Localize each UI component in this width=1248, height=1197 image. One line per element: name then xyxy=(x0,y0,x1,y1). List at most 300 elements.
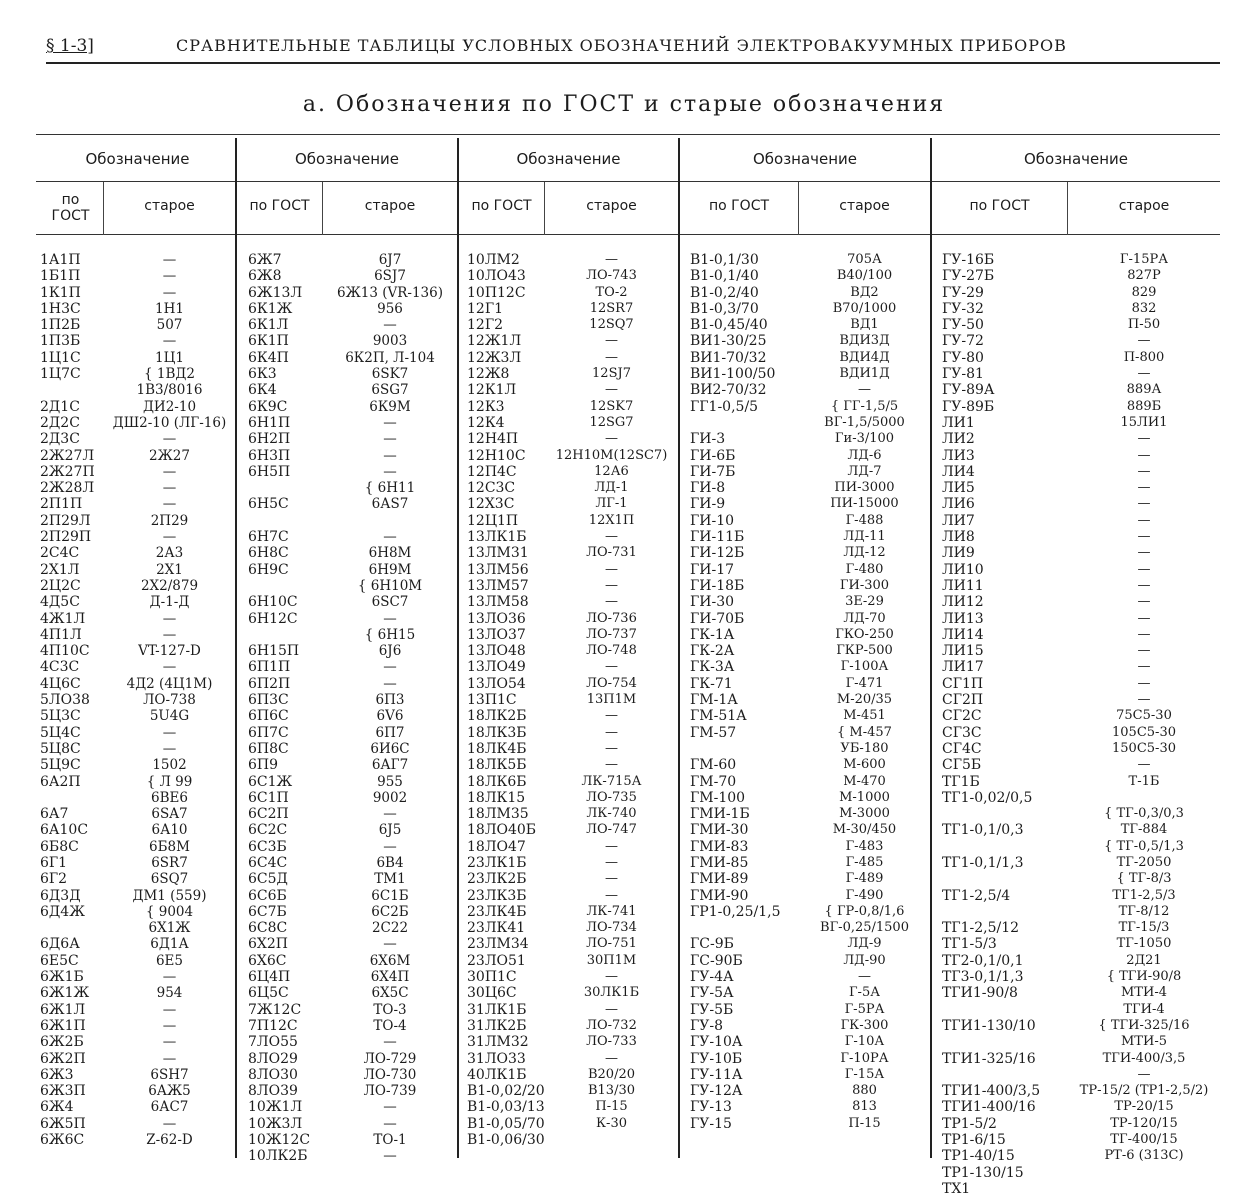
old-designation: 13П1М xyxy=(586,692,637,708)
gost-designation: 4Ж1Л xyxy=(40,610,86,627)
old-designation: П-15 xyxy=(595,1099,628,1115)
old-designation: — xyxy=(383,447,397,464)
old-designation: Z-62-D xyxy=(146,1132,193,1149)
old-designation: 6V6 xyxy=(376,708,404,725)
gost-designation: В1-0,03/13 xyxy=(467,1099,545,1116)
old-designation: М-470 xyxy=(843,773,886,789)
gost-designation: В1-0,3/70 xyxy=(690,300,759,317)
gost-designation: ТГИ1-90/8 xyxy=(942,985,1018,1002)
old-designation: 2Х1 xyxy=(156,561,183,578)
gost-designation: 6С1Ж xyxy=(248,773,293,790)
gost-designation: 10Ж12С xyxy=(248,1132,311,1149)
gost-designation: СГ3С xyxy=(942,724,982,741)
old-designation: 6SK7 xyxy=(371,366,409,383)
gost-designation: ЛИ14 xyxy=(942,626,984,643)
old-designation: — xyxy=(1137,431,1151,447)
gost-designation: В1-0,05/70 xyxy=(467,1115,545,1132)
gost-designation: 23ЛО51 xyxy=(467,952,526,969)
old-designation: ДШ2-10 (ЛГ-16) xyxy=(112,414,227,431)
old-designation: 827Р xyxy=(1127,268,1161,284)
old-designation: — xyxy=(1137,594,1151,610)
gost-designation: 5Ц4С xyxy=(40,724,81,741)
gost-designation: ГИ-6Б xyxy=(690,447,736,464)
gost-column xyxy=(248,252,322,1165)
old-designation: 30ЛК1Б xyxy=(583,985,640,1001)
old-designation: ДМ1 (559) xyxy=(132,887,207,904)
gost-designation: 18ЛК6Б xyxy=(467,773,527,790)
gost-designation: 2Ж28Л xyxy=(40,480,95,497)
gost-designation: 6К3 xyxy=(248,366,277,383)
old-designation: ЛО-747 xyxy=(586,822,637,838)
old-designation: — xyxy=(383,1034,397,1051)
gost-designation: 6Н2П xyxy=(248,431,291,448)
gost-designation: 23ЛК41 xyxy=(467,920,526,937)
gost-designation: ГМИ-83 xyxy=(690,838,749,855)
old-designation: — xyxy=(383,838,397,855)
old-designation: { 6Н15 xyxy=(364,626,416,643)
gost-designation: 18ЛК4Б xyxy=(467,740,527,757)
gost-designation: 5Ц8С xyxy=(40,740,81,757)
old-designation xyxy=(1068,790,1220,806)
old-designation: ТГ-2050 xyxy=(1116,854,1172,870)
old-designation: 75С5-30 xyxy=(1116,708,1172,724)
old-designation: { Л 99 xyxy=(146,773,193,790)
gost-designation: ТГ1-5/3 xyxy=(942,936,997,953)
old-designation: 829 xyxy=(1131,284,1157,300)
old-designation: ЛД-6 xyxy=(847,447,882,463)
gost-designation: ГР1-0,25/1,5 xyxy=(690,903,781,920)
old-designation: 507 xyxy=(156,317,183,334)
table-top-rule xyxy=(36,134,1220,135)
gost-designation xyxy=(40,790,104,806)
old-designation: 6ВЕ6 xyxy=(151,789,188,806)
gost-designation: 18ЛК15 xyxy=(467,789,526,806)
gost-designation: 23ЛК1Б xyxy=(467,854,527,871)
gost-designation: СГ4С xyxy=(942,740,982,757)
gost-column xyxy=(942,252,1067,1197)
gost-designation: 6Ц5С xyxy=(248,985,289,1002)
gost-designation: 5Ц9С xyxy=(40,757,81,774)
gost-designation: ТГ3-0,1/1,3 xyxy=(942,969,1024,986)
old-designation: 6Н9М xyxy=(368,561,412,578)
old-designation: — xyxy=(383,675,397,692)
gost-designation: 13ЛО36 xyxy=(467,610,526,627)
old-designation: ЛК-740 xyxy=(586,806,637,822)
gost-designation: ГУ-50 xyxy=(942,317,984,334)
old-designation: — xyxy=(1137,1066,1151,1082)
gost-designation: 2Ц2С xyxy=(40,577,81,594)
gost-designation: ГУ-27Б xyxy=(942,268,995,285)
gost-designation: 1П2Б xyxy=(40,317,81,334)
old-designation: — xyxy=(383,317,397,334)
old-designation: { ГР-0,8/1,6 xyxy=(824,903,905,919)
old-designation: ЛО-743 xyxy=(586,268,637,284)
gost-designation: 6К9С xyxy=(248,398,288,415)
old-designation: ЛО-754 xyxy=(586,675,637,691)
page-header xyxy=(46,36,1067,56)
gost-designation: ТГ1-0,02/0,5 xyxy=(942,789,1033,806)
gost-designation xyxy=(248,480,322,496)
gost-designation: ГУ-32 xyxy=(942,300,984,317)
old-designation: { ТГИ-325/16 xyxy=(1098,1017,1190,1033)
gost-designation: 6К1П xyxy=(248,333,289,350)
gost-designation: 6Д4Ж xyxy=(40,903,85,920)
old-designation: ТГ-15/3 xyxy=(1118,920,1170,936)
gost-designation: ГУ-13 xyxy=(690,1099,732,1116)
gost-designation: 18ЛО47 xyxy=(467,838,526,855)
gost-designation: 13ЛО54 xyxy=(467,675,526,692)
gost-designation: 6С7Б xyxy=(248,903,287,920)
gost-designation: 1Ц7С xyxy=(40,366,81,383)
gost-designation: 6П9 xyxy=(248,757,279,774)
gost-designation: 6П6С xyxy=(248,708,289,725)
old-designation: ЛД-9 xyxy=(847,936,882,952)
gost-designation: ЛИ7 xyxy=(942,512,975,529)
old-designation: ГКО-250 xyxy=(835,626,894,642)
old-designation: ТГ-1050 xyxy=(1116,936,1172,952)
gost-designation: 31ЛК2Б xyxy=(467,1017,527,1034)
old-designation: { 6Н11 xyxy=(364,480,416,497)
old-designation: — xyxy=(1137,545,1151,561)
gost-designation: ЛИ2 xyxy=(942,431,975,448)
old-designation: 2С22 xyxy=(371,920,409,937)
gost-designation: ТГ1Б xyxy=(942,773,980,790)
column-header-gost: по ГОСТ xyxy=(51,192,90,224)
gost-designation xyxy=(248,578,322,594)
old-designation: { 1ВД2 xyxy=(144,366,195,383)
gost-designation: В1-0,1/40 xyxy=(690,268,759,285)
old-designation: 9003 xyxy=(372,333,408,350)
old-designation: Г-5РА xyxy=(844,1001,885,1017)
gost-designation: 6А10С xyxy=(40,822,89,839)
gost-designation: ЛИ3 xyxy=(942,447,975,464)
old-designation: — xyxy=(1137,610,1151,626)
gost-designation: 2П1П xyxy=(40,496,83,513)
gost-designation: 30П1С xyxy=(467,969,517,986)
old-designation: В13/30 xyxy=(587,1083,636,1099)
gost-designation: 2П29П xyxy=(40,529,92,546)
gost-designation: 6Г2 xyxy=(40,871,68,888)
gost-designation: 1А1П xyxy=(40,252,81,268)
gost-designation xyxy=(248,627,322,643)
column-header-gost: по ГОСТ xyxy=(708,198,770,214)
old-designation: 6Д1А xyxy=(150,936,189,953)
old-designation: 6J7 xyxy=(378,252,402,268)
page-title: СРАВНИТЕЛЬНЫЕ ТАБЛИЦЫ УСЛОВНЫХ ОБОЗНАЧЕНИЙ ЭЛЕКТРОВАКУУМНЫХ ПРИБОРОВ xyxy=(176,36,1067,55)
old-designation: — xyxy=(605,871,618,887)
column-header-gost: по ГОСТ xyxy=(471,198,532,214)
old-designation: 1В3/8016 xyxy=(136,382,203,399)
old-designation: — xyxy=(162,284,177,301)
old-designation: — xyxy=(605,724,618,740)
old-designation: 6SA7 xyxy=(151,806,188,823)
gost-designation: 1Н3С xyxy=(40,300,81,317)
old-designation: ГИ-300 xyxy=(839,577,890,593)
gost-designation: 2С4С xyxy=(40,545,80,562)
gost-designation: 6Д3Д xyxy=(40,887,81,904)
gost-designation: 12К3 xyxy=(467,398,505,415)
column-header-old: старое xyxy=(1118,198,1170,214)
old-designation: ЛО-751 xyxy=(586,936,637,952)
gost-designation: 6Ж7 xyxy=(248,252,282,268)
gost-designation: 12Ж3Л xyxy=(467,349,522,366)
gost-designation: 10ЛК2Б xyxy=(248,1148,308,1165)
old-designation: — xyxy=(162,1017,177,1034)
old-designation: — xyxy=(605,659,618,675)
old-designation: 15ЛИ1 xyxy=(1120,414,1168,430)
gost-designation: ТГ1-0,1/1,3 xyxy=(942,854,1024,871)
old-designation: ВДИ1Д xyxy=(839,366,890,382)
old-designation: 1Ц1 xyxy=(155,349,184,366)
old-designation: — xyxy=(162,252,177,268)
old-designation: ТО-3 xyxy=(373,1001,407,1018)
gost-designation: 6П7С xyxy=(248,724,289,741)
gost-designation: 23ЛК4Б xyxy=(467,903,527,920)
old-designation: 6С2Б xyxy=(371,903,409,920)
gost-designation: ЛИ4 xyxy=(942,463,975,480)
old-designation: — xyxy=(383,463,397,480)
old-designation: В20/20 xyxy=(587,1066,636,1082)
gost-designation: 6Г1 xyxy=(40,854,68,871)
old-designation: Г-489 xyxy=(845,871,884,887)
gost-designation: 18ЛК2Б xyxy=(467,708,527,725)
old-designation: — xyxy=(1137,512,1151,528)
old-designation: — xyxy=(1137,675,1151,691)
gost-designation: 2Ж27П xyxy=(40,463,95,480)
old-column xyxy=(323,252,457,1165)
old-designation: РТ-6 (313С) xyxy=(1104,1148,1184,1164)
gost-designation: ЛИ5 xyxy=(942,480,975,497)
gost-designation: 6П8С xyxy=(248,740,289,757)
gost-designation xyxy=(942,806,1067,822)
gost-designation: В1-0,1/30 xyxy=(690,252,759,268)
gost-designation: 6Ж1Л xyxy=(40,1001,86,1018)
old-designation: 889Б xyxy=(1126,398,1162,414)
gost-designation: 6Н12С xyxy=(248,610,298,627)
gost-designation: 6Ж6С xyxy=(40,1132,85,1149)
gost-designation: ГМ-100 xyxy=(690,789,746,806)
old-designation: — xyxy=(605,854,618,870)
old-designation: Г-15А xyxy=(844,1066,885,1082)
old-designation: 105С5-30 xyxy=(1112,724,1176,740)
gost-designation: В1-0,02/20 xyxy=(467,1083,545,1100)
old-designation: Г-485 xyxy=(845,854,884,870)
gost-designation: ГУ-10Б xyxy=(690,1050,743,1067)
old-designation: Г-488 xyxy=(845,512,884,528)
old-designation: { ТГ-0,3/0,3 xyxy=(1104,806,1184,822)
gost-designation: ГУ-89А xyxy=(942,382,995,399)
gost-designation: 7ЛО55 xyxy=(248,1034,298,1051)
old-designation: — xyxy=(383,431,397,448)
old-designation: — xyxy=(605,594,618,610)
old-designation: — xyxy=(162,529,177,546)
column-group-divider xyxy=(457,138,459,1158)
old-designation: 6Ж13 (VR-136) xyxy=(336,284,443,301)
gost-designation: 12К1Л xyxy=(467,382,517,399)
old-designation: 2Х2/879 xyxy=(140,577,199,594)
old-designation: 12SR7 xyxy=(589,300,634,316)
old-designation: — xyxy=(383,529,397,546)
gost-designation: СГ2П xyxy=(942,692,984,709)
old-designation: — xyxy=(605,708,618,724)
old-designation: 12SG7 xyxy=(589,414,634,430)
old-designation: ЛО-731 xyxy=(586,545,637,561)
old-designation: П-800 xyxy=(1123,349,1165,365)
gost-designation xyxy=(690,741,798,757)
gost-designation: В1-0,45/40 xyxy=(690,317,768,334)
old-designation: ЛО-730 xyxy=(363,1066,417,1083)
old-designation: ТР-15/2 (ТР1-2,5/2) xyxy=(1079,1083,1209,1099)
gost-designation: 6Н7С xyxy=(248,529,289,546)
column-header-gost: по ГОСТ xyxy=(969,198,1030,214)
old-designation: — xyxy=(162,610,177,627)
old-designation: — xyxy=(383,806,397,823)
old-designation: — xyxy=(162,626,177,643)
old-designation: { 6Н10М xyxy=(357,577,423,594)
old-designation: М-451 xyxy=(843,708,886,724)
old-designation: — xyxy=(858,382,871,398)
gost-designation: ГМИ-89 xyxy=(690,871,749,888)
gost-designation: 5ЛО38 xyxy=(40,692,90,709)
old-designation: 6SC7 xyxy=(371,594,409,611)
old-designation: 6П7 xyxy=(375,724,405,741)
old-designation: 2Д21 xyxy=(1126,952,1162,968)
gost-designation: 12Х3С xyxy=(467,496,515,513)
old-designation: — xyxy=(383,1115,397,1132)
old-designation: 6Х6М xyxy=(369,952,411,969)
gost-designation: ТГИ1-130/10 xyxy=(942,1017,1036,1034)
old-designation: — xyxy=(162,431,177,448)
old-designation: 6Х5С xyxy=(371,985,409,1002)
gost-designation: 6Н8С xyxy=(248,545,289,562)
gost-designation: 6Н5П xyxy=(248,463,291,480)
old-designation: Г-15РА xyxy=(1119,252,1169,267)
gost-designation: 6Н5С xyxy=(248,496,289,513)
old-designation: — xyxy=(162,724,177,741)
gost-designation: ГУ-4А xyxy=(690,969,734,986)
gost-designation: ЛИ6 xyxy=(942,496,975,513)
gost-designation: ТГ2-0,1/0,1 xyxy=(942,952,1024,969)
old-designation: { ТГ-8/3 xyxy=(1116,871,1172,887)
old-designation: ВГ-1,5/5000 xyxy=(824,414,905,430)
gost-designation: 1П3Б xyxy=(40,333,81,350)
column-header-old: старое xyxy=(144,198,195,214)
group-header: Обозначение xyxy=(516,150,621,168)
gost-designation: ВИ2-70/32 xyxy=(690,382,767,399)
old-designation: 6SQ7 xyxy=(150,871,189,888)
old-column xyxy=(1068,252,1220,1165)
old-designation: ЛД-70 xyxy=(843,610,886,626)
gost-designation: ТР1-5/2 xyxy=(942,1115,997,1132)
old-designation: В70/1000 xyxy=(832,300,897,316)
gost-designation: 5Ц3С xyxy=(40,708,81,725)
gost-designation: 18ЛО40Б xyxy=(467,822,537,839)
gost-designation: 2Д1С xyxy=(40,398,80,415)
gost-designation: ЛИ11 xyxy=(942,577,984,594)
old-designation: П-50 xyxy=(1127,317,1161,333)
gost-designation: 12Ж8 xyxy=(467,366,510,383)
old-designation: — xyxy=(1137,529,1151,545)
gost-designation: 6Ж8 xyxy=(248,268,282,285)
old-designation: — xyxy=(605,887,618,903)
gost-designation: ГУ-5А xyxy=(690,985,734,1002)
gost-designation: 7П12С xyxy=(248,1017,298,1034)
gost-designation: 8ЛО30 xyxy=(248,1066,298,1083)
gost-designation: 10ЛМ2 xyxy=(467,252,520,268)
old-designation: ЛД-12 xyxy=(843,545,886,561)
old-designation: — xyxy=(162,1050,177,1067)
gost-designation: ГУ-12А xyxy=(690,1083,743,1100)
old-designation: — xyxy=(605,1050,618,1066)
gost-designation: 31ЛМ32 xyxy=(467,1034,529,1051)
gost-designation: ГК-71 xyxy=(690,675,733,692)
old-designation: Ги-3/100 xyxy=(834,431,895,447)
old-designation: 6АС7 xyxy=(150,1099,189,1116)
gost-designation: ГК-2А xyxy=(690,643,735,660)
gost-designation xyxy=(942,871,1067,887)
gost-designation: 6Н1П xyxy=(248,414,291,431)
old-designation: — xyxy=(605,561,618,577)
gost-designation: ГМ-57 xyxy=(690,724,737,741)
old-designation: ЛГ-1 xyxy=(595,496,628,512)
gost-designation: 2Д2С xyxy=(40,414,80,431)
old-designation: — xyxy=(858,969,871,985)
gost-designation: ГМ-70 xyxy=(690,773,737,790)
old-designation: — xyxy=(1137,643,1151,659)
gost-designation: ГГ1-0,5/5 xyxy=(690,398,759,415)
old-designation xyxy=(323,513,457,529)
gost-designation: 8ЛО29 xyxy=(248,1050,298,1067)
header-rule xyxy=(46,62,1220,64)
gost-designation: ГМ-1А xyxy=(690,692,738,709)
gost-designation: ГС-90Б xyxy=(690,952,743,969)
gost-designation: ГУ-81 xyxy=(942,366,984,383)
gost-designation: 12Г1 xyxy=(467,300,503,317)
gost-designation: 23ЛК2Б xyxy=(467,871,527,888)
gost-designation: 6Ж5П xyxy=(40,1115,86,1132)
old-designation: Г-10РА xyxy=(840,1050,889,1066)
old-designation: ТР-120/15 xyxy=(1110,1115,1178,1131)
old-designation: 6АГ7 xyxy=(371,757,409,774)
gost-designation: ЛИ15 xyxy=(942,643,984,660)
gost-designation: 4С3С xyxy=(40,659,80,676)
gost-designation xyxy=(942,1067,1067,1083)
old-designation: — xyxy=(605,969,618,985)
old-designation: ВДИ3Д xyxy=(839,333,890,349)
old-designation: — xyxy=(1137,480,1151,496)
gost-designation xyxy=(942,839,1067,855)
gost-designation: 40ЛК1Б xyxy=(467,1066,527,1083)
old-designation: — xyxy=(605,838,618,854)
old-designation: 2А3 xyxy=(155,545,184,562)
gost-designation xyxy=(690,920,798,936)
gost-designation: 31ЛК1Б xyxy=(467,1001,527,1018)
gost-designation: 6С1П xyxy=(248,789,289,806)
old-designation: 1Н1 xyxy=(155,300,184,317)
column-group-divider xyxy=(678,138,680,1158)
old-designation: ЛО-748 xyxy=(586,643,637,659)
old-designation: — xyxy=(162,1034,177,1051)
gost-designation: В1-0,2/40 xyxy=(690,284,759,301)
old-designation: Г-10А xyxy=(844,1034,885,1050)
old-designation: — xyxy=(605,757,618,773)
old-designation: — xyxy=(162,969,177,986)
gost-designation: ЛИ13 xyxy=(942,610,984,627)
gost-designation: 23ЛМ34 xyxy=(467,936,529,953)
gost-designation: 12Г2 xyxy=(467,317,503,334)
gost-designation: 6Ж4 xyxy=(40,1099,74,1116)
gost-designation: 6К1Л xyxy=(248,317,289,334)
